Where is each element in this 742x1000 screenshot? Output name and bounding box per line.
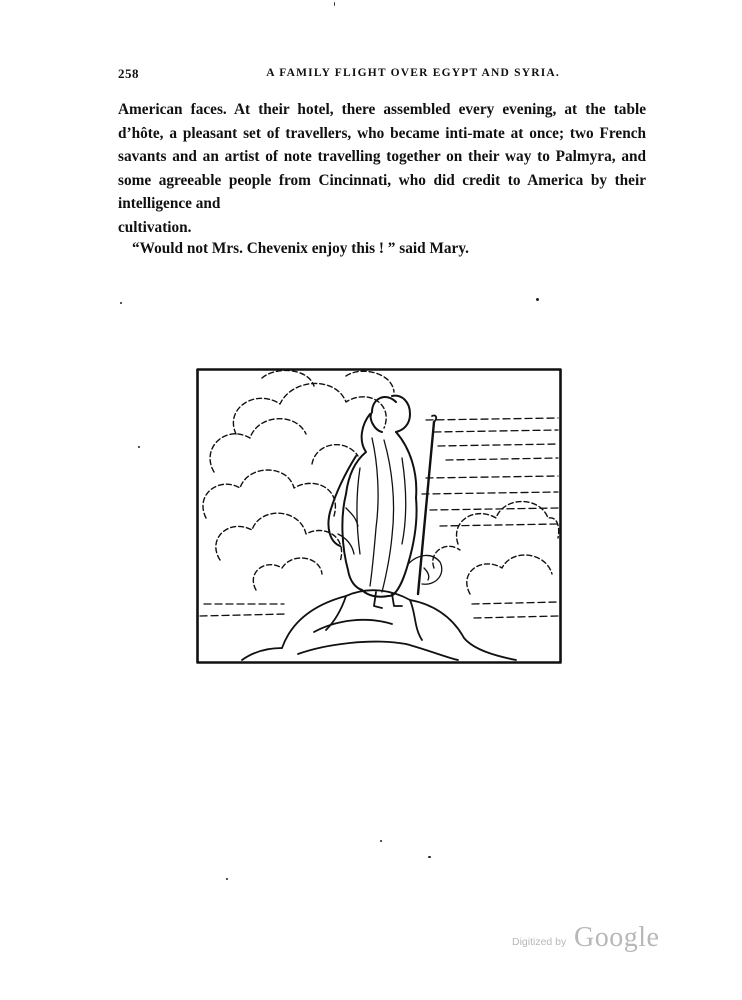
paragraph-tail: cultivation. [118,218,192,236]
running-title: A FAMILY FLIGHT OVER EGYPT AND SYRIA. [266,67,560,79]
print-speck [380,840,382,842]
body-paragraph [118,98,646,240]
digitized-label: Digitized by [512,936,567,948]
print-speck [226,878,228,880]
running-head [118,66,562,86]
print-speck [120,302,122,304]
print-speck [334,2,335,6]
page-number: 258 [118,66,139,81]
google-watermark [510,922,680,956]
print-speck [428,856,431,858]
google-logo: Google [574,922,660,953]
engraving-illustration [196,368,562,664]
paragraph-text: American faces. At their hotel, there assembled every evening, at the table d’hôte, a pleasant set of travellers, who became inti-mate at once; two French savants and an artist of note travelling together on their way to Palmyra, and some agreeable people from Cincinnati, who did credit to America by their intelligence and [118,101,646,213]
print-speck [536,298,539,301]
quote-line: “Would not Mrs. Chevenix enjoy this ! ” said Mary. [132,240,469,257]
print-speck [138,446,140,448]
